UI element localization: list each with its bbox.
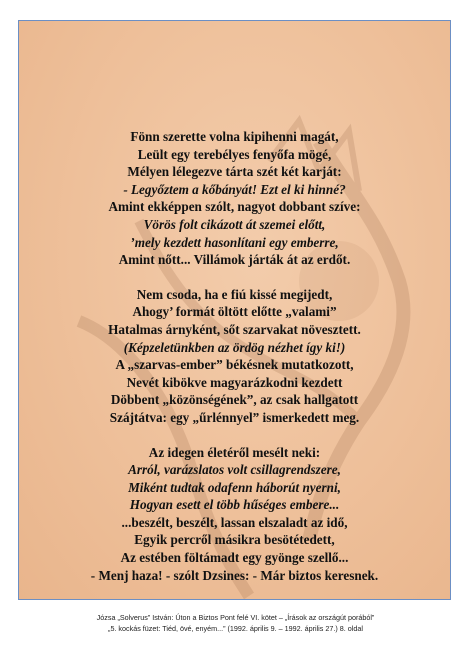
poem-line: Szájtátva: egy „űrlénnyel” ismerkedett meg. [109, 409, 360, 425]
poem-line: ...beszélt, beszélt, lassan elszaladt az idő, [121, 514, 348, 530]
footer-citation [0, 612, 471, 634]
poem-stanza [19, 128, 450, 269]
poem-line: A „szarvas-ember” békésnek mutatkozott, [115, 357, 354, 373]
poem-line: - Menj haza! - szólt Dzsines: - Már biztos keresnek. [90, 567, 379, 583]
poem-line: Amint ekképpen szólt, nagyot dobbant szíve: [108, 199, 361, 215]
poem-line: Hatalmas árnyként, sőt szarvakat növesztett. [108, 321, 361, 337]
poem-line: Vörös folt cikázott át szemei előtt, [143, 216, 326, 232]
poem-line: Döbbent „közönségének”, az csak hallgatott [110, 392, 359, 408]
footer-line-1: Józsa „Solverus” István: Úton a Biztos Pont felé VI. kötet – „Írások az országút porából” [96, 613, 375, 622]
poem-line: Nevét kibökve magyarázkodni kezdett [126, 374, 343, 390]
poem-line: Miként tudtak odafenn háborút nyerni, [128, 479, 341, 495]
footer-line-2: „5. kockás füzet: Tiéd, övé, enyém...” (1992. április 9. – 1992. április 27.) 8. oldal [108, 624, 363, 633]
poem-body [19, 128, 450, 600]
poem-line: Nem csoda, ha e fiú kissé megijedt, [136, 286, 333, 302]
poem-line: Hogyan esett el több hűséges embere... [129, 497, 340, 513]
poem-line: Egyik percről másikra besötétedett, [134, 532, 335, 548]
poem-line: (Képzeletünkben az ördög nézhet így ki!) [123, 339, 346, 355]
poem-line: Az estében föltámadt egy gyönge szellő... [120, 550, 349, 566]
poem-line: ’mely kezdett hasonlítani egy emberre, [130, 234, 339, 250]
poem-page [18, 20, 451, 600]
poem-line: Arról, varázslatos volt csillagrendszere, [128, 462, 341, 478]
poem-line: - Legyőztem a kőbányát! Ezt el ki hinné? [123, 181, 346, 197]
poem-line: Az idegen életéről mesélt neki: [148, 444, 321, 460]
poem-line: Fönn szerette volna kipihenni magát, [130, 129, 339, 144]
poem-stanza [19, 444, 450, 585]
poem-line: Ahogy’ formát öltött előtte „valami” [132, 304, 337, 320]
poem-line: Leült egy terebélyes fenyőfa mögé, [137, 146, 332, 162]
poem-line: Amint nőtt... Villámok járták át az erdőt. [118, 252, 351, 268]
poem-stanza [19, 286, 450, 427]
poem-line: Mélyen lélegezve tárta szét két karját: [127, 164, 342, 180]
